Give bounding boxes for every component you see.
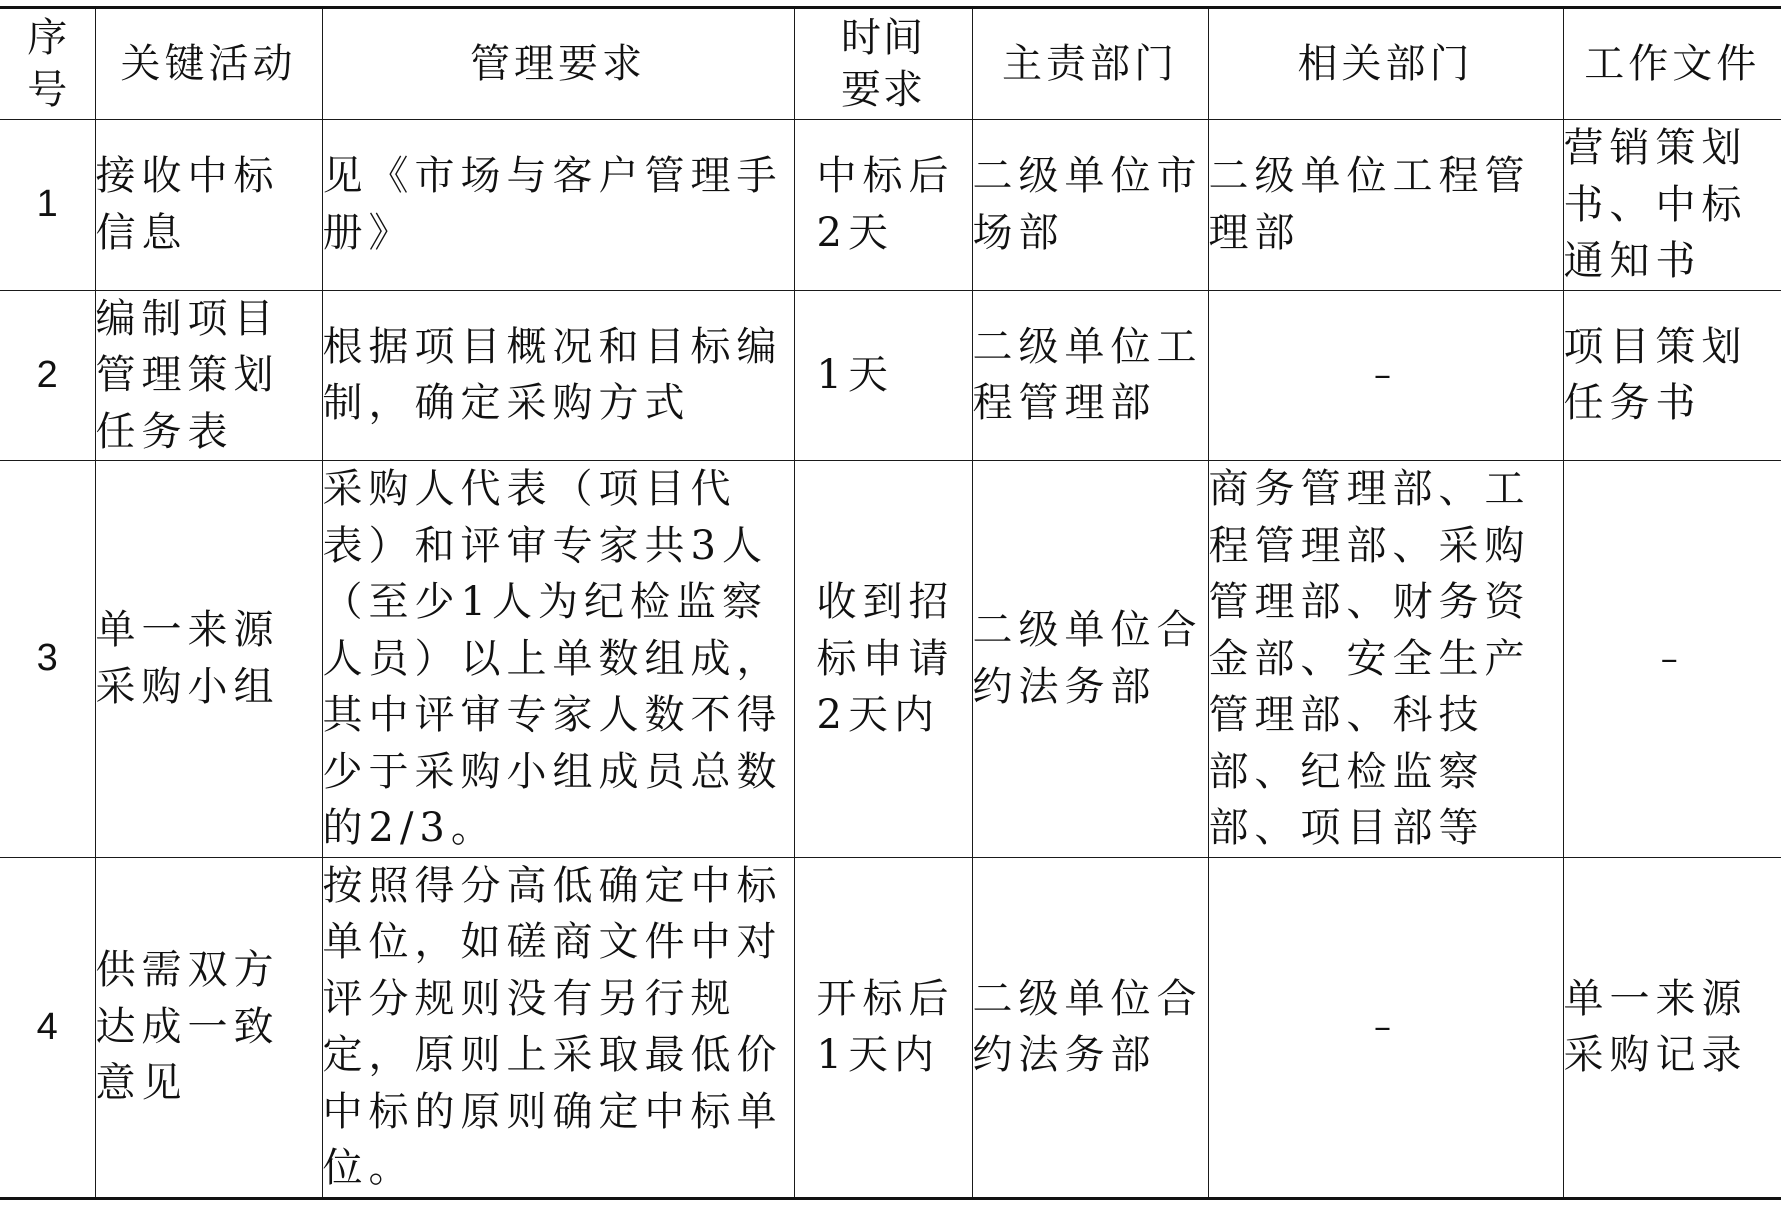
row-related: 商务管理部、工程管理部、采购管理部、财务资金部、安全生产管理部、科技部、纪检监察部、项目部等 — [1208, 461, 1563, 858]
row-activity: 接收中标信息 — [95, 120, 322, 291]
row-related: – — [1208, 857, 1563, 1198]
row-activity: 供需双方达成一致意见 — [95, 857, 322, 1198]
table-row — [0, 461, 1781, 858]
header-row — [0, 8, 1781, 120]
header-time-label: 时间要求 — [841, 15, 925, 113]
row-seq: 3 — [0, 461, 95, 858]
row-related: – — [1208, 290, 1563, 461]
row-owner: 二级单位合约法务部 — [972, 857, 1208, 1198]
row-files: 项目策划任务书 — [1563, 290, 1781, 461]
row-requirement: 采购人代表（项目代表）和评审专家共3人（至少1人为纪检监察人员）以上单数组成，其中评审专家人数不得少于采购小组成员总数的2/3。 — [322, 461, 794, 858]
row-requirement: 根据项目概况和目标编制，确定采购方式 — [322, 290, 794, 461]
row-seq: 2 — [0, 290, 95, 461]
header-time — [794, 8, 972, 120]
header-seq — [0, 8, 95, 120]
header-related: 相关部门 — [1208, 8, 1563, 120]
header-activity: 关键活动 — [95, 8, 322, 120]
row-time: 中标后2天 — [794, 120, 972, 291]
row-related: 二级单位工程管理部 — [1208, 120, 1563, 291]
row-time: 收到招标申请2天内 — [794, 461, 972, 858]
row-activity: 单一来源采购小组 — [95, 461, 322, 858]
row-owner: 二级单位市场部 — [972, 120, 1208, 291]
procurement-process-table — [0, 6, 1781, 1200]
table-body — [0, 120, 1781, 1199]
header-seq-label: 序号 — [27, 15, 68, 113]
row-activity: 编制项目管理策划任务表 — [95, 290, 322, 461]
row-owner: 二级单位合约法务部 — [972, 461, 1208, 858]
table-row — [0, 857, 1781, 1198]
row-files: 营销策划书、中标通知书 — [1563, 120, 1781, 291]
row-time: 1天 — [794, 290, 972, 461]
row-seq: 4 — [0, 857, 95, 1198]
row-owner: 二级单位工程管理部 — [972, 290, 1208, 461]
table-header — [0, 8, 1781, 120]
header-files: 工作文件 — [1563, 8, 1781, 120]
row-files: 单一来源采购记录 — [1563, 857, 1781, 1198]
header-owner: 主责部门 — [972, 8, 1208, 120]
header-requirement: 管理要求 — [322, 8, 794, 120]
row-time: 开标后1天内 — [794, 857, 972, 1198]
row-requirement: 见《市场与客户管理手册》 — [322, 120, 794, 291]
row-files: – — [1563, 461, 1781, 858]
row-requirement: 按照得分高低确定中标单位，如磋商文件中对评分规则没有另行规定，原则上采取最低价中标的原则确定中标单位。 — [322, 857, 794, 1198]
table-row — [0, 290, 1781, 461]
row-seq: 1 — [0, 120, 95, 291]
table-row — [0, 120, 1781, 291]
